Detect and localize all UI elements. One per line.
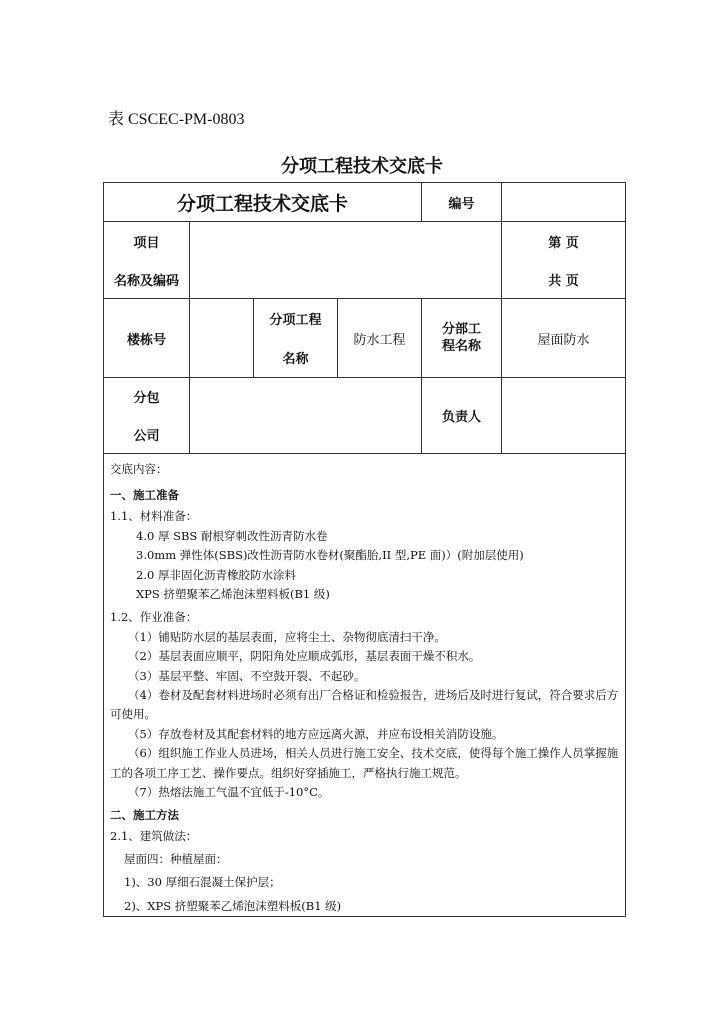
section-heading-method: 二、施工方法 bbox=[110, 807, 179, 822]
project-label-line1: 项目 bbox=[133, 235, 160, 251]
subitem-label-line2: 名称 bbox=[282, 352, 309, 367]
subsection-building-practice: 2.1、建筑做法： bbox=[110, 828, 198, 843]
project-value[interactable] bbox=[190, 222, 502, 299]
prep-item: （6）组织施工作业人员进场，相关人员进行施工安全、技术交底，使得每个施工操作人员掌握施工的各项工序工艺、操作要点。组织好穿插施工，严格执行施工规范。 bbox=[110, 746, 619, 780]
form-code: 表 CSCEC-PM-0803 bbox=[108, 111, 245, 128]
content-intro: 交底内容： bbox=[110, 462, 168, 476]
subitem-value[interactable]: 防水工程 bbox=[338, 299, 422, 378]
division-value[interactable]: 屋面防水 bbox=[502, 299, 626, 378]
prep-item: （5）存放卷材及其配套材料的地方应远离火源，并应布设相关消防设施。 bbox=[128, 726, 504, 741]
number-value[interactable] bbox=[502, 183, 626, 222]
subcontractor-label-cell bbox=[104, 378, 190, 454]
section-heading-preparation: 一、施工准备 bbox=[110, 488, 179, 503]
disclosure-content-cell bbox=[104, 454, 626, 917]
roof-type: 屋面四：种植屋面： bbox=[124, 851, 228, 866]
subcontractor-label-line2: 公司 bbox=[133, 428, 160, 444]
page-info-cell bbox=[502, 222, 626, 299]
subsection-work-preparation: 1.2、作业准备： bbox=[110, 610, 198, 625]
material-item: 2.0 厚非固化沥青橡胶防水涂料 bbox=[136, 567, 296, 582]
card-title: 分项工程技术交底卡 bbox=[177, 192, 349, 215]
subcontractor-value[interactable] bbox=[190, 378, 422, 454]
prep-item: （2）基层表面应顺平，阴阳角处应顺成弧形，基层表面干燥不积水。 bbox=[128, 649, 481, 664]
page-number-label: 第 页 bbox=[548, 235, 579, 251]
card-title-cell bbox=[104, 183, 422, 222]
project-label-line2: 名称及编码 bbox=[113, 273, 179, 289]
division-label-line2: 程名称 bbox=[442, 339, 482, 354]
material-item: 3.0mm 弹性体(SBS)改性沥青防水卷材(聚酯胎,II 型,PE 面)）(附加层使用) bbox=[136, 548, 524, 563]
building-label: 楼栋号 bbox=[104, 299, 190, 378]
subcontractor-label-line1: 分包 bbox=[133, 391, 160, 407]
division-label-line1: 分部工 bbox=[442, 322, 482, 337]
material-item: XPS 挤塑聚苯乙烯泡沫塑料板(B1 级) bbox=[136, 587, 330, 602]
building-value[interactable] bbox=[190, 299, 254, 378]
total-pages-label: 共 页 bbox=[548, 273, 579, 289]
subitem-label-cell bbox=[254, 299, 338, 378]
prep-item: （7）热熔法施工气温不宜低于-10°C。 bbox=[128, 785, 330, 800]
subsection-materials: 1.1、材料准备： bbox=[110, 509, 198, 524]
prep-item: （3）基层平整、牢固、不空鼓开裂、不起砂。 bbox=[128, 668, 366, 683]
layer-item: 2)、XPS 挤塑聚苯乙烯泡沫塑料板(B1 级) bbox=[124, 898, 342, 913]
material-item: 4.0 厚 SBS 耐根穿刺改性沥青防水卷 bbox=[136, 528, 328, 543]
leader-value[interactable] bbox=[502, 378, 626, 454]
number-label: 编号 bbox=[422, 183, 502, 222]
layer-item: 1)、30 厚细石混凝土保护层； bbox=[124, 875, 281, 890]
document-title: 分项工程技术交底卡 bbox=[281, 156, 443, 177]
division-label-cell bbox=[422, 299, 502, 378]
disclosure-card-table bbox=[103, 182, 626, 917]
prep-item: （4）卷材及配套材料进场时必须有出厂合格证和检验报告，进场后及时进行复试，符合要求后方可使用。 bbox=[110, 688, 619, 722]
leader-label: 负责人 bbox=[422, 378, 502, 454]
project-label-cell bbox=[104, 222, 190, 299]
subitem-label-line1: 分项工程 bbox=[269, 313, 322, 328]
prep-item: （1）铺贴防水层的基层表面，应将尘土、杂物彻底清扫干净。 bbox=[128, 629, 446, 644]
